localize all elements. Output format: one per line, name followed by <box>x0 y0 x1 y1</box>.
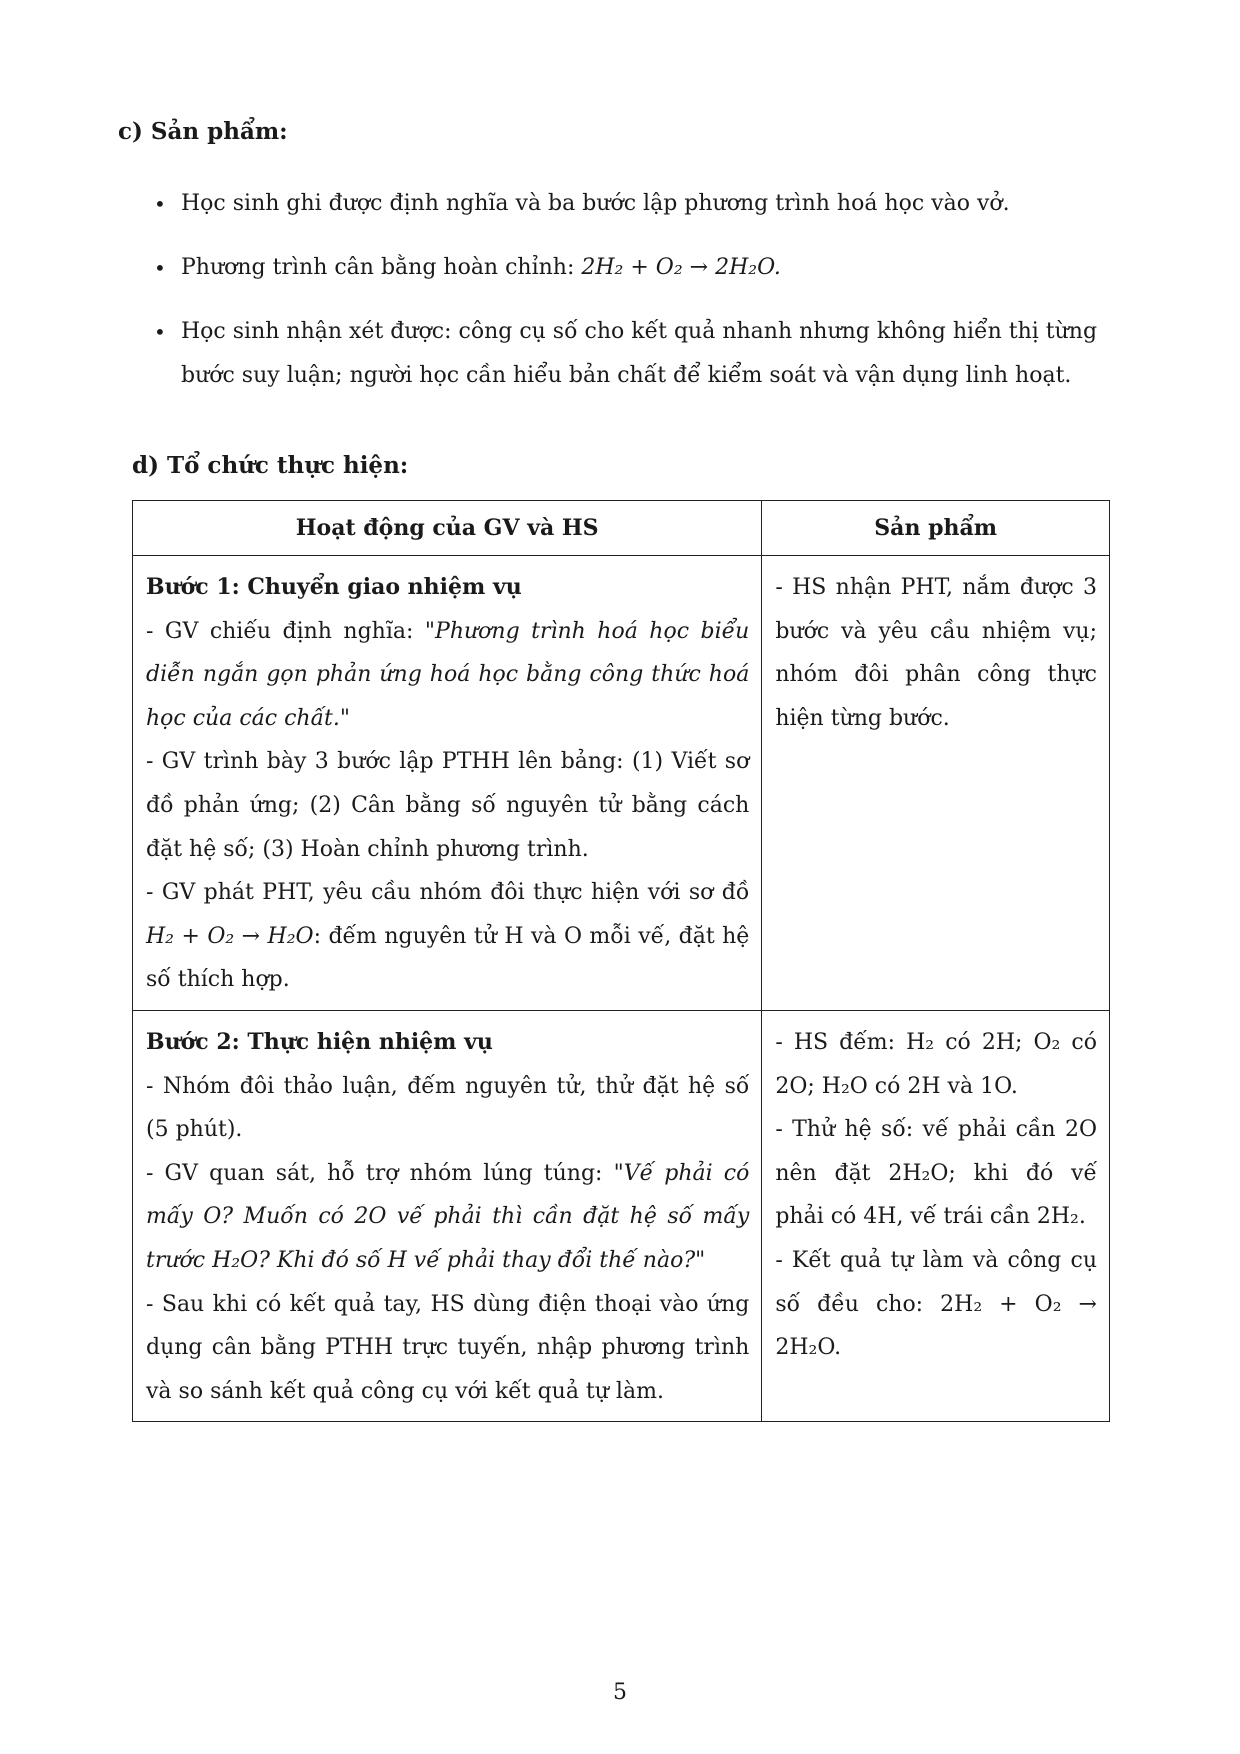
guiding-question-quote: "Vế phải có mấy O? Muốn có 2O vế phải thì cần đặt hệ số mấy trước H₂O? Khi đó số H vế phải thay đổi thế nào?" <box>146 1160 750 1273</box>
product-line: - HS đếm: H₂ có 2H; O₂ có 2O; H₂O có 2H và 1O. <box>775 1029 1097 1099</box>
organization-table <box>132 500 1110 1422</box>
line-prefix: - GV quan sát, hỗ trợ nhóm lúng túng: <box>146 1160 614 1186</box>
definition-quote: "Phương trình hoá học biểu diễn ngắn gọn phản ứng hoá học bằng công thức hoá học của các chất." <box>146 618 750 731</box>
list-item <box>150 246 1140 290</box>
product-line: - HS nhận PHT, nắm được 3 bước và yêu cầu nhiệm vụ; nhóm đôi phân công thực hiện từng bước. <box>775 575 1097 731</box>
section-d-heading: d) Tổ chức thực hiện: <box>132 452 409 479</box>
activity-line <box>146 1152 749 1283</box>
bullet-text: Phương trình cân bằng hoàn chỉnh: <box>181 255 582 280</box>
line-prefix: - GV phát PHT, yêu cầu nhóm đôi thực hiện với sơ đồ <box>146 880 750 906</box>
activity-line <box>146 871 749 1002</box>
table-header-row <box>133 501 1110 556</box>
bullet-text: Học sinh ghi được định nghĩa và ba bước lập phương trình hoá học vào vở. <box>181 191 1010 216</box>
page-number: 5 <box>613 1680 627 1705</box>
activity-cell <box>133 1010 762 1421</box>
section-c-heading: c) Sản phẩm: <box>118 118 288 145</box>
product-cell <box>762 1010 1110 1421</box>
line-suffix: : đếm nguyên tử H và O mỗi vế, đặt hệ số thích hợp. <box>146 923 750 993</box>
activity-cell <box>133 556 762 1011</box>
list-item <box>150 182 1140 226</box>
activity-line <box>146 610 749 741</box>
table-row <box>133 1010 1110 1421</box>
activity-line: - Nhóm đôi thảo luận, đếm nguyên tử, thử đặt hệ số (5 phút). <box>146 1073 750 1143</box>
column-header-product: Sản phẩm <box>762 501 1110 556</box>
column-header-activity: Hoạt động của GV và HS <box>133 501 762 556</box>
step-title: Bước 1: Chuyển giao nhiệm vụ <box>146 574 522 600</box>
product-bullet-list <box>150 182 1140 418</box>
reaction-scheme: H₂ + O₂ → H₂O <box>146 923 314 949</box>
product-cell <box>762 556 1110 1011</box>
activity-line: - Sau khi có kết quả tay, HS dùng điện thoại vào ứng dụng cân bằng PTHH trực tuyến, nhập phương trình và so sánh kết quả công cụ với kết quả tự làm. <box>146 1291 750 1404</box>
bullet-text: Học sinh nhận xét được: công cụ số cho kết quả nhanh nhưng không hiển thị từng bước suy luận; người học cần hiểu bản chất để kiểm soát và vận dụng linh hoạt. <box>181 319 1098 388</box>
balanced-equation: 2H₂ + O₂ → 2H₂O. <box>581 255 781 280</box>
activity-line: - GV trình bày 3 bước lập PTHH lên bảng: (1) Viết sơ đồ phản ứng; (2) Cân bằng số nguyên tử bằng cách đặt hệ số; (3) Hoàn chỉnh phương trình. <box>146 749 750 862</box>
step-title: Bước 2: Thực hiện nhiệm vụ <box>146 1028 493 1055</box>
table-row <box>133 556 1110 1011</box>
line-prefix: - GV chiếu định nghĩa: <box>146 618 425 644</box>
product-line: - Thử hệ số: vế phải cần 2O nên đặt 2H₂O; khi đó vế phải có 4H, vế trái cần 2H₂. <box>775 1117 1097 1230</box>
product-line: - Kết quả tự làm và công cụ số đều cho: 2H₂ + O₂ → 2H₂O. <box>775 1247 1097 1361</box>
list-item <box>150 310 1140 398</box>
